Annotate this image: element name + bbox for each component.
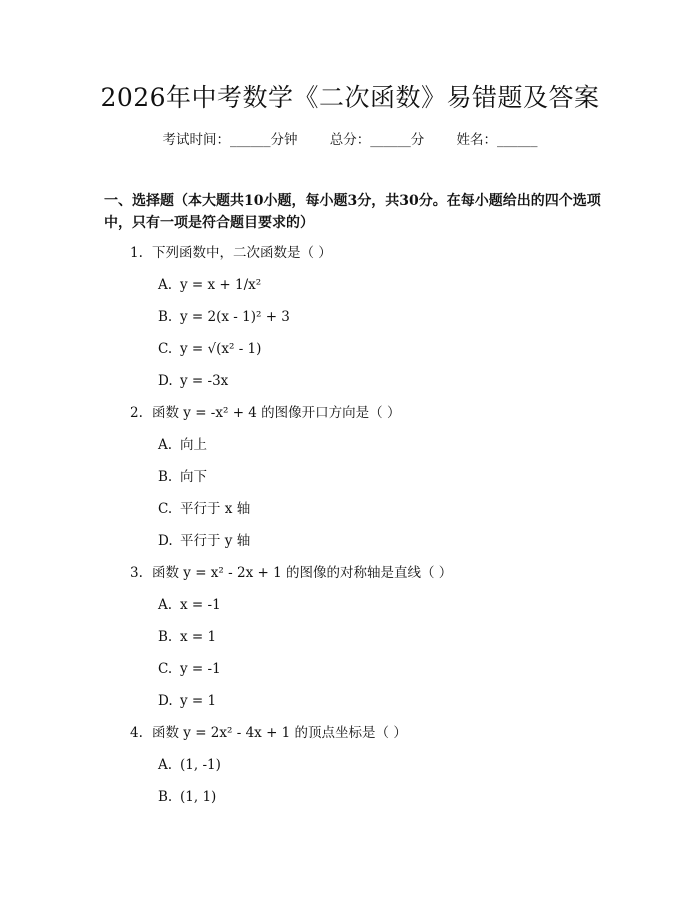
option-2b: B. 向下 xyxy=(158,469,207,485)
section-heading: 一、选择题（本大题共10小题，每小题3分，共30分。在每小题给出的四个选项中，只有一项是符合题目要求的） xyxy=(104,193,601,231)
option-4b: B. (1, 1) xyxy=(158,789,217,805)
option-1a: A. y = x + 1/x² xyxy=(158,277,262,293)
page-title: 2026年中考数学《二次函数》易错题及答案 xyxy=(100,83,600,112)
option-2d: D. 平行于 y 轴 xyxy=(158,533,251,549)
option-1c: C. y = √(x² - 1) xyxy=(158,341,262,357)
option-2c: C. 平行于 x 轴 xyxy=(158,501,251,517)
option-3c: C. y = -1 xyxy=(158,661,221,677)
option-4a: A. (1, -1) xyxy=(158,757,221,773)
exam-meta xyxy=(0,130,700,150)
option-2a: A. 向上 xyxy=(158,437,207,453)
option-3d: D. y = 1 xyxy=(158,693,217,709)
exam-time-field: 考试时间：______分钟 xyxy=(162,132,298,148)
question-2: 2. 函数 y = -x² + 4 的图像开口方向是（ ） xyxy=(130,405,401,421)
name-field: 姓名：______ xyxy=(456,132,538,148)
question-3: 3. 函数 y = x² - 2x + 1 的图像的对称轴是直线（ ） xyxy=(130,565,453,581)
option-1d: D. y = -3x xyxy=(158,373,229,389)
total-score-field: 总分：______分 xyxy=(329,132,425,148)
option-3b: B. x = 1 xyxy=(158,629,217,645)
option-3a: A. x = -1 xyxy=(158,597,221,613)
question-1: 1. 下列函数中，二次函数是（ ） xyxy=(130,245,332,261)
question-4: 4. 函数 y = 2x² - 4x + 1 的顶点坐标是（ ） xyxy=(130,725,407,741)
option-1b: B. y = 2(x - 1)² + 3 xyxy=(158,309,290,325)
